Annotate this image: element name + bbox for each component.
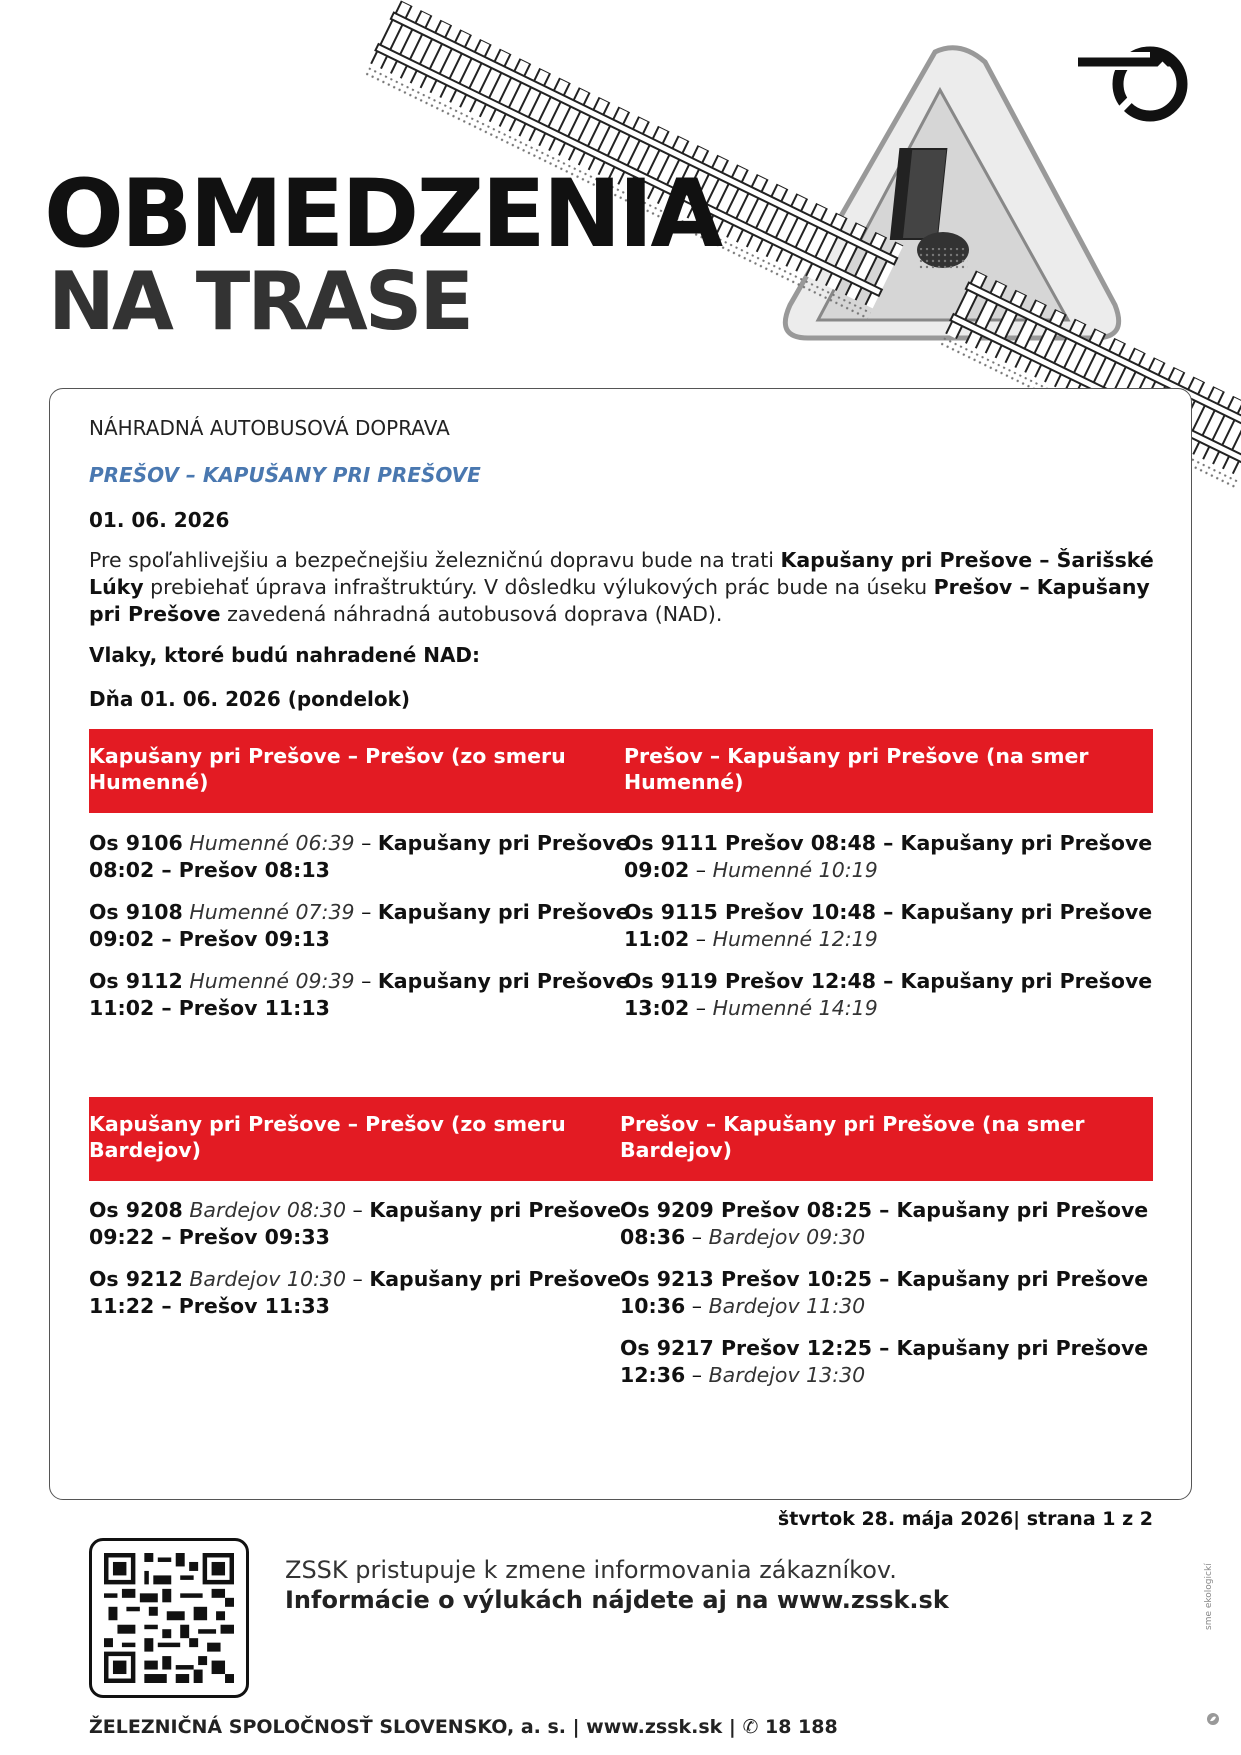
notice-line-1: ZSSK pristupuje k zmene informovania zákazníkov. xyxy=(285,1556,897,1584)
notice-line-2: Informácie o výlukách nájdete aj na www.zssk.sk xyxy=(285,1586,949,1614)
intro-paragraph: Pre spoľahlivejšiu a bezpečnejšiu železničnú dopravu bude na trati Kapušany pri Prešove – Šarišské Lúky prebiehať úprava infraštruktúry. V dôsledku výlukových prác bude na úseku Prešov – Kapušany pri Prešove zavedená náhradná autobusová doprava (NAD). xyxy=(89,548,1154,626)
table-header-left: Kapušany pri Prešove – Prešov (zo smeru Humenné) xyxy=(89,744,566,794)
trip-left: Os 9106 Humenné 06:39 – Kapušany pri Prešove 08:02 – Prešov 08:13 xyxy=(89,831,630,882)
trip-left: Os 9112 Humenné 09:39 – Kapušany pri Prešove 11:02 – Prešov 11:13 xyxy=(89,969,630,1020)
trip-left: Os 9108 Humenné 07:39 – Kapušany pri Prešove 09:02 – Prešov 09:13 xyxy=(89,900,630,951)
table-header-right: Prešov – Kapušany pri Prešove (na smer Bardejov) xyxy=(620,1112,1085,1162)
page-title-line-1: OBMEDZENIA xyxy=(44,160,721,269)
closure-date: 01. 06. 2026 xyxy=(89,508,230,532)
trains-label: Vlaky, ktoré budú nahradené NAD: xyxy=(89,643,481,667)
section-title: NÁHRADNÁ AUTOBUSOVÁ DOPRAVA xyxy=(89,416,450,440)
eco-leaf-icon xyxy=(1206,1712,1220,1726)
table-header-left: Kapušany pri Prešove – Prešov (zo smeru Bardejov) xyxy=(89,1112,566,1162)
route-title: PREŠOV – KAPUŠANY PRI PREŠOVE xyxy=(89,463,481,487)
trip-right: Os 9209 Prešov 08:25 – Kapušany pri Prešove 08:36 – Bardejov 09:30 xyxy=(620,1198,1149,1249)
table-header-bardejov xyxy=(89,1097,1153,1181)
trip-left: Os 9208 Bardejov 08:30 – Kapušany pri Prešove 09:22 – Prešov 09:33 xyxy=(89,1198,621,1249)
trip-right: Os 9115 Prešov 10:48 – Kapušany pri Prešove 11:02 – Humenné 12:19 xyxy=(624,900,1153,951)
warning-triangle-icon xyxy=(785,48,1118,338)
table-header-humenne xyxy=(89,729,1153,813)
zssk-logo-icon xyxy=(1078,52,1182,116)
table-header-right: Prešov – Kapušany pri Prešove (na smer Humenné) xyxy=(624,744,1089,794)
page-info: štvrtok 28. mája 2026| strana 1 z 2 xyxy=(777,1508,1153,1530)
qr-code-icon xyxy=(104,1553,234,1683)
trip-right: Os 9217 Prešov 12:25 – Kapušany pri Prešove 12:36 – Bardejov 13:30 xyxy=(620,1336,1149,1387)
footer-company-info: ŽELEZNIČNÁ SPOLOČNOSŤ SLOVENSKO, a. s. | www.zssk.sk | ✆ 18 188 xyxy=(89,1716,838,1738)
page-title-line-2: NA TRASE xyxy=(48,255,472,348)
trip-left: Os 9212 Bardejov 10:30 – Kapušany pri Prešove 11:22 – Prešov 11:33 xyxy=(89,1267,621,1318)
eco-label: sme ekologickí xyxy=(1204,1563,1214,1630)
day-label: Dňa 01. 06. 2026 (pondelok) xyxy=(89,687,411,711)
trip-right: Os 9111 Prešov 08:48 – Kapušany pri Prešove 09:02 – Humenné 10:19 xyxy=(624,831,1153,882)
qr-code-box[interactable] xyxy=(89,1538,249,1698)
trip-right: Os 9213 Prešov 10:25 – Kapušany pri Prešove 10:36 – Bardejov 11:30 xyxy=(620,1267,1149,1318)
trip-right: Os 9119 Prešov 12:48 – Kapušany pri Prešove 13:02 – Humenné 14:19 xyxy=(624,969,1153,1020)
